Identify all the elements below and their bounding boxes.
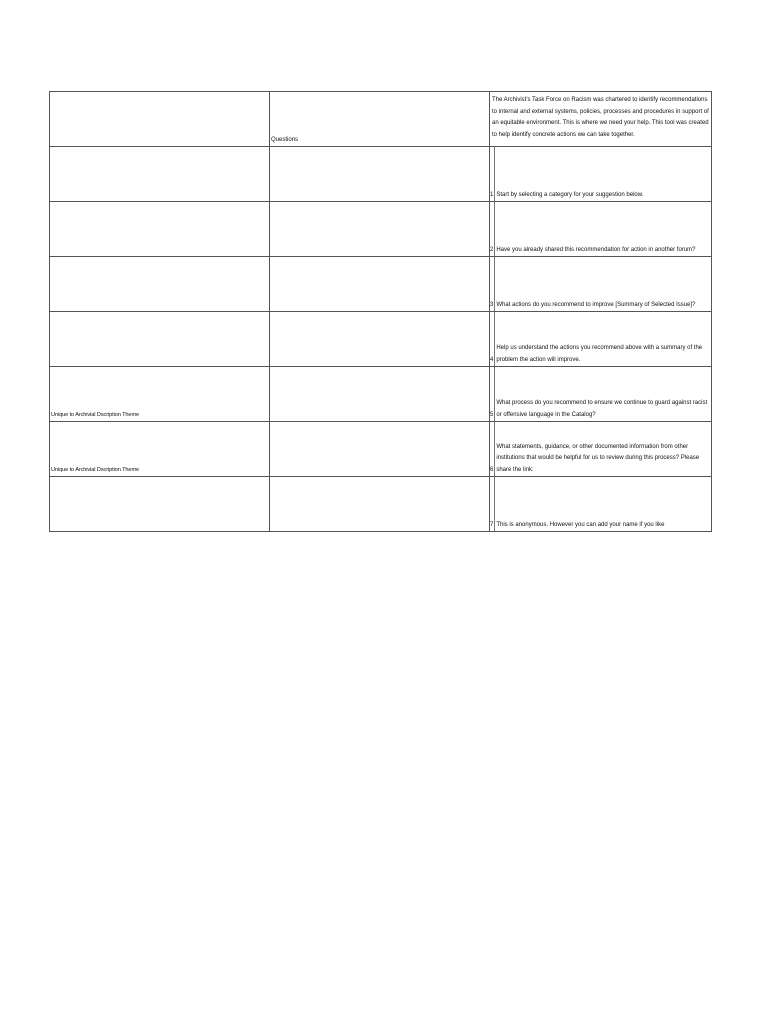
question-text: Help us understand the actions you recommend above with a summary of the problem the action will improve. bbox=[496, 345, 703, 363]
table-row bbox=[50, 312, 712, 367]
question-number: 5 bbox=[490, 411, 494, 418]
answer-cell[interactable] bbox=[270, 367, 490, 422]
theme-cell: Unique to Archivial Dscription Theme bbox=[50, 422, 270, 477]
question-cell bbox=[490, 312, 712, 367]
answer-cell[interactable] bbox=[270, 202, 490, 257]
question-text: What statements, guidance, or other documented information from other institutions that would be helpful for us to review during this process? Please share the link: bbox=[496, 443, 700, 473]
question-text: Start by selecting a category for your suggestion below. bbox=[496, 191, 644, 198]
question-number: 2 bbox=[490, 246, 494, 253]
intro-text: The Archivist's Task Force on Racism was chartered to identify recommendations to internal and external systems, policies, processes and procedures in support of an equitable environment. This is where we need your help. This tool was created to help identify concrete actions we can take together. bbox=[492, 97, 709, 138]
answer-cell[interactable] bbox=[270, 312, 490, 367]
theme-cell: Unique to Archivial Dscription Theme bbox=[50, 367, 270, 422]
answer-cell[interactable] bbox=[270, 147, 490, 202]
question-text: What actions do you recommend to improve [Summary of Selected Issue]? bbox=[496, 301, 696, 308]
header-cell-intro bbox=[490, 92, 712, 147]
question-number: 4 bbox=[490, 356, 494, 363]
answer-cell[interactable] bbox=[270, 422, 490, 477]
question-text: What process do you recommend to ensure we continue to guard against racist or offensive language in the Catalog? bbox=[496, 400, 708, 418]
question-cell bbox=[490, 257, 712, 312]
question-cell bbox=[490, 367, 712, 422]
question-text: Have you already shared this recommendation for action in another forum? bbox=[496, 246, 696, 253]
question-cell bbox=[490, 422, 712, 477]
answer-cell[interactable] bbox=[270, 257, 490, 312]
table-row bbox=[50, 147, 712, 202]
table-row bbox=[50, 422, 712, 477]
question-cell bbox=[490, 477, 712, 532]
question-number: 3 bbox=[490, 301, 494, 308]
question-text: This is anonymous. However you can add your name if you like bbox=[496, 521, 665, 528]
theme-cell bbox=[50, 477, 270, 532]
questions-heading: Questions bbox=[271, 136, 299, 143]
question-cell bbox=[490, 147, 712, 202]
answer-cell[interactable] bbox=[270, 477, 490, 532]
theme-cell bbox=[50, 147, 270, 202]
table-row bbox=[50, 367, 712, 422]
table-row bbox=[50, 257, 712, 312]
table-header-row bbox=[50, 92, 712, 147]
theme-cell bbox=[50, 257, 270, 312]
table-row bbox=[50, 202, 712, 257]
question-cell bbox=[490, 202, 712, 257]
header-cell-questions bbox=[270, 92, 490, 147]
theme-cell bbox=[50, 312, 270, 367]
table-row bbox=[50, 477, 712, 532]
theme-cell bbox=[50, 202, 270, 257]
question-number: 1 bbox=[490, 191, 494, 198]
question-number: 6 bbox=[490, 466, 494, 473]
questions-table bbox=[49, 91, 712, 532]
question-number: 7 bbox=[490, 521, 494, 528]
header-cell-empty bbox=[50, 92, 270, 147]
